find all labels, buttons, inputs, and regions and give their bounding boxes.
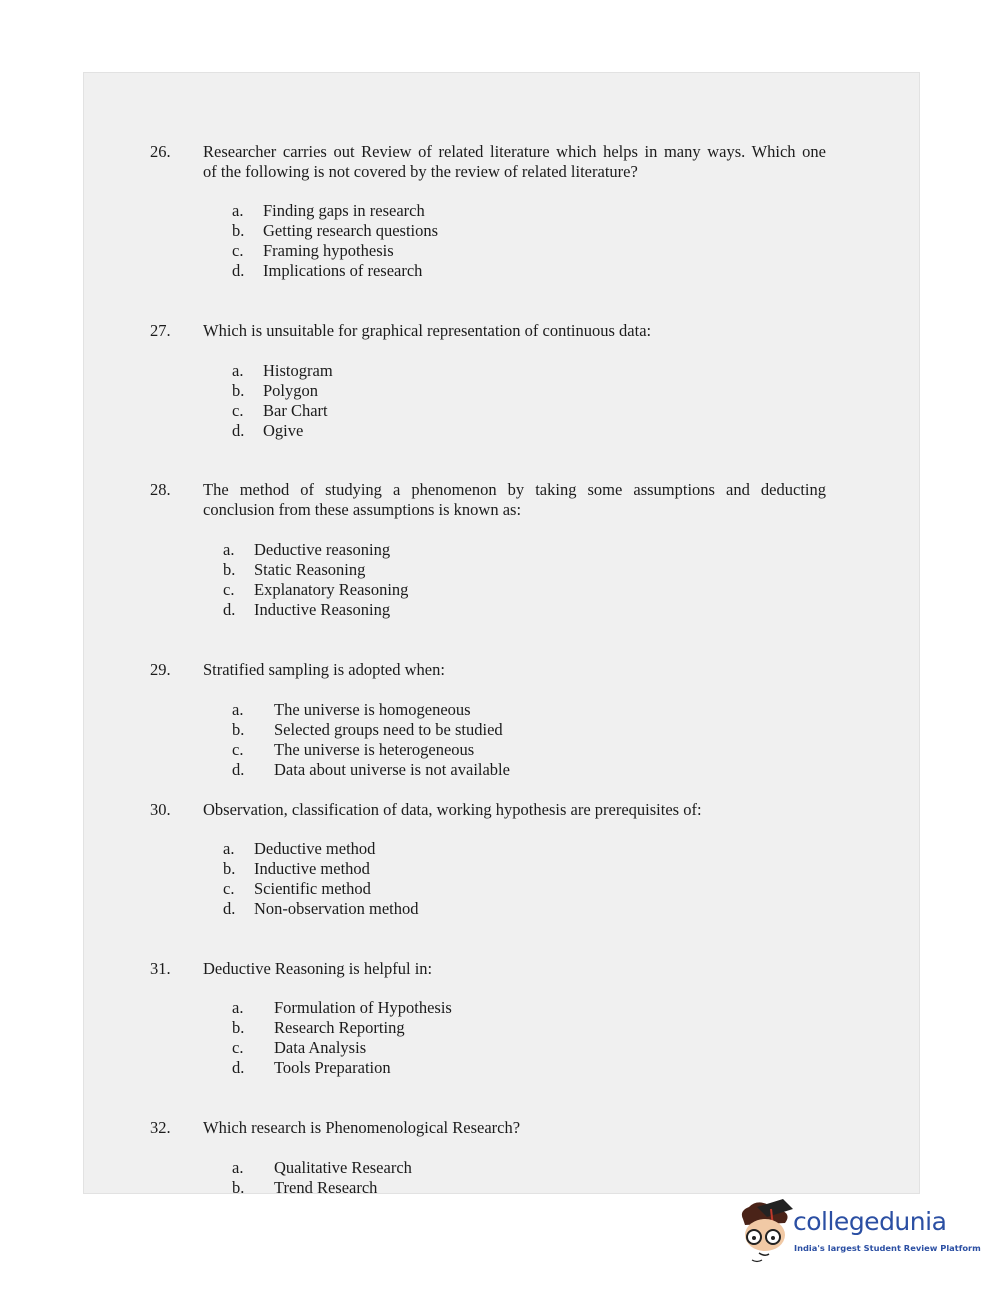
mascot-icon: [735, 1197, 795, 1265]
question-number: 31.: [150, 959, 171, 978]
brand-tagline: India's largest Student Review Platform: [794, 1243, 981, 1253]
option-b: b. Selected groups need to be studied: [232, 720, 503, 739]
question-text: Stratified sampling is adopted when:: [203, 660, 445, 679]
question-number: 30.: [150, 800, 171, 819]
option-b: b. Polygon: [232, 381, 319, 400]
question-text: Observation, classification of data, working hypothesis are prerequisites of:: [203, 800, 702, 819]
scanned-page: [83, 72, 920, 1194]
question-text: Which is unsuitable for graphical representation of continuous data:: [203, 321, 652, 340]
question-text: Which research is Phenomenological Research?: [203, 1118, 521, 1137]
collegedunia-logo: [735, 1197, 981, 1267]
option-d: d. Tools Preparation: [232, 1058, 391, 1077]
question-text: Deductive Reasoning is helpful in:: [203, 959, 433, 978]
option-d: d. Ogive: [232, 421, 304, 440]
option-b: b. Static Reasoning: [223, 560, 366, 579]
option-a: a. Deductive method: [223, 839, 376, 858]
option-d: d. Implications of research: [232, 261, 423, 280]
option-d: d. Inductive Reasoning: [223, 600, 391, 619]
question-number: 28.: [150, 480, 171, 499]
option-c: c. Scientific method: [223, 879, 371, 898]
option-d: d. Data about universe is not available: [232, 760, 510, 779]
brand-name: collegedunia: [793, 1207, 947, 1236]
option-a: a. The universe is homogeneous: [232, 700, 471, 719]
option-d: d. Non-observation method: [223, 899, 419, 918]
option-b: b. Trend Research: [232, 1178, 378, 1197]
question-text: Researcher carries out Review of related literature which helps in many ways. Which one of the following is not covered by the review of related literature?: [203, 142, 826, 181]
option-a: a. Qualitative Research: [232, 1158, 412, 1177]
question-number: 26.: [150, 142, 171, 161]
option-a: a. Histogram: [232, 361, 333, 380]
option-a: a. Formulation of Hypothesis: [232, 998, 452, 1017]
option-a: a. Deductive reasoning: [223, 540, 391, 559]
question-text: The method of studying a phenomenon by taking some assumptions and deducting conclusion from these assumptions is known as:: [203, 480, 826, 519]
option-c: c. Bar Chart: [232, 401, 328, 420]
option-b: b. Getting research questions: [232, 221, 439, 240]
question-number: 27.: [150, 321, 171, 340]
option-c: c. Explanatory Reasoning: [223, 580, 409, 599]
option-b: b. Research Reporting: [232, 1018, 405, 1037]
option-c: c. Framing hypothesis: [232, 241, 394, 260]
question-number: 29.: [150, 660, 171, 679]
option-c: c. The universe is heterogeneous: [232, 740, 475, 759]
question-number: 32.: [150, 1118, 171, 1137]
option-b: b. Inductive method: [223, 859, 370, 878]
option-c: c. Data Analysis: [232, 1038, 367, 1057]
option-a: a. Finding gaps in research: [232, 201, 425, 220]
